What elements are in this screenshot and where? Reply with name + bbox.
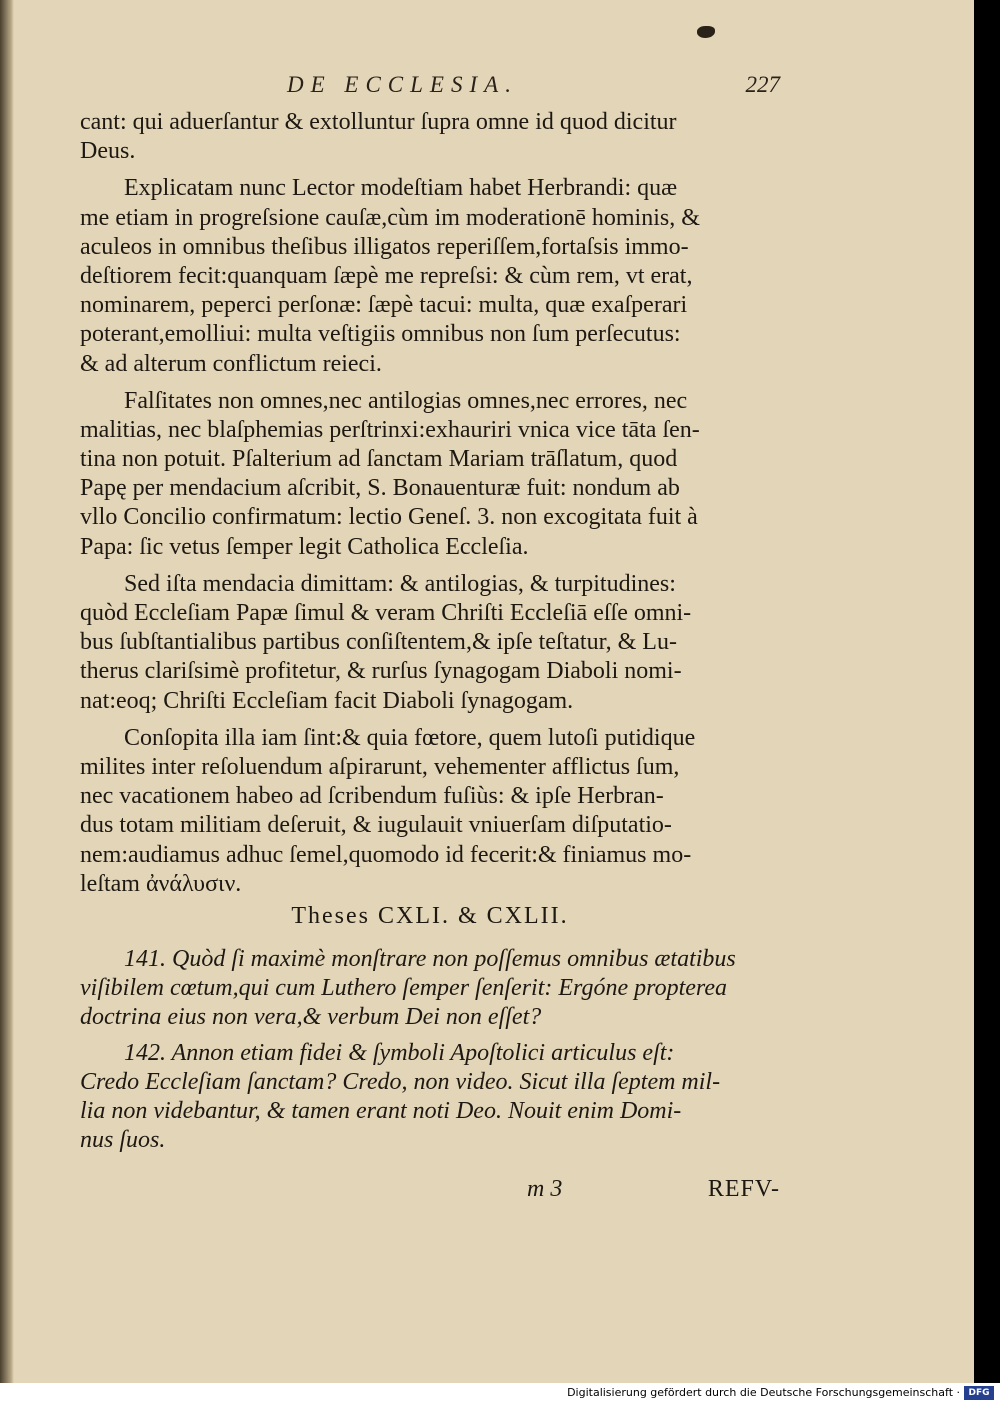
dfg-logo[interactable]: DFG (964, 1386, 994, 1400)
text-line: me etiam in progreſsione cauſæ,cùm im moderationē hominis, & (80, 204, 700, 231)
running-title: DE ECCLESIA. (287, 72, 518, 97)
text-line: doctrina eius non vera,& verbum Dei non eſſet? (80, 1004, 542, 1031)
text-line: lia non videbantur, & tamen erant noti Deo. Nouit enim Domi- (80, 1097, 682, 1124)
text-line: Falſitates non omnes,nec antilogias omnes,nec errores, nec (124, 387, 688, 414)
text-line: Sed iſta mendacia dimittam: & antilogias, & turpitudines: (124, 570, 676, 597)
text-line: 141. Quòd ſi maximè monſtrare non poſſemus omnibus ætatibus (124, 946, 736, 972)
text-line: Deus. (80, 138, 136, 165)
text-line: malitias, nec blaſphemias perſtrinxi:exhauriri vnica vice tāta ſen- (80, 416, 700, 443)
text-line: viſibilem cœtum,qui cum Luthero ſemper ſenſerit: Ergóne propterea (80, 975, 727, 1002)
text-line: 142. Annon etiam fidei & ſymboli Apoſtolici articulus eſt: (124, 1039, 675, 1066)
text-line: bus ſubſtantialibus partibus conſiſtentem,& ipſe teſtatur, & Lu- (80, 629, 677, 656)
paragraph (80, 174, 780, 378)
text-line: poterant,emolliui: multa veſtigiis omnibus non ſum perſecutus: (80, 321, 681, 348)
text-line: deſtiorem fecit:quanquam ſæpè me repreſsi: & cùm rem, vt erat, (80, 262, 693, 289)
text-line: vllo Concilio confirmatum: lectio Geneſ. 3. non excogitata fuit à (80, 504, 698, 531)
page-number: 227 (745, 72, 780, 97)
thesis-141 (80, 945, 780, 1033)
main-text (80, 108, 780, 899)
credit-text: Digitalisierung gefördert durch die Deutsche Forschungsgemeinschaft · (567, 1386, 960, 1399)
paragraph (80, 108, 780, 166)
text-line: Conſopita illa iam ſint:& quia fœtore, quem lutoſi putidique (124, 724, 696, 751)
paragraph (80, 387, 780, 562)
text-line: & ad alterum conflictum reieci. (80, 350, 382, 377)
credit-bar (0, 1383, 1000, 1404)
page-footer (80, 1172, 780, 1208)
text-line: Credo Eccleſiam ſanctam? Credo, non video. Sicut illa ſeptem mil- (80, 1068, 721, 1095)
page-header (80, 70, 780, 110)
text-line: Papa: ſic vetus ſemper legit Catholica Eccleſia. (80, 533, 529, 560)
signature-mark: m 3 (527, 1176, 563, 1202)
thesis-142 (80, 1039, 780, 1156)
text-line: nat:eoq; Chriſti Eccleſiam facit Diaboli ſynagogam. (80, 687, 574, 714)
theses-text (80, 945, 780, 1155)
paragraph (80, 570, 780, 716)
text-line: quòd Eccleſiam Papæ ſimul & veram Chriſti Eccleſiā eſſe omni- (80, 600, 692, 626)
text-line: aculeos in omnibus theſibus illigatos reperiſſem,fortaſsis immo- (80, 233, 689, 260)
text-line: milites inter reſoluendum aſpirarunt, vehementer afflictus ſum, (80, 753, 680, 780)
text-line: nominarem, peperci perſonæ: ſæpè tacui: multa, quæ exaſperari (80, 292, 688, 319)
text-line: leſtam ἀνάλυσιν. (80, 870, 242, 897)
text-line: nus ſuos. (80, 1127, 166, 1154)
text-line: tina non potuit. Pſalterium ad ſanctam Mariam trāſlatum, quod (80, 446, 678, 473)
paragraph (80, 724, 780, 899)
text-line: nec vacationem habeo ad ſcribendum fuſiùs: & ipſe Herbran- (80, 783, 664, 810)
text-line: cant: qui aduerſantur & extolluntur ſupra omne id quod dicitur (80, 109, 677, 135)
ink-blot (697, 26, 715, 38)
text-line: Papę per mendacium aſcribit, S. Bonauenturæ fuit: nondum ab (80, 475, 680, 502)
section-heading: Theses CXLI. & CXLII. (291, 903, 569, 929)
text-line: dus totam militiam deſeruit, & iugulauit vniuerſam diſputatio- (80, 812, 672, 839)
text-line: Explicatam nunc Lector modeſtiam habet Herbrandi: quæ (124, 175, 678, 202)
catchword: REFV- (707, 1176, 780, 1202)
text-line: therus clariſsimè profitetur, & rurſus ſynagogam Diaboli nomi- (80, 658, 682, 685)
text-line: nem:audiamus adhuc ſemel,quomodo id fecerit:& finiamus mo- (80, 841, 692, 868)
